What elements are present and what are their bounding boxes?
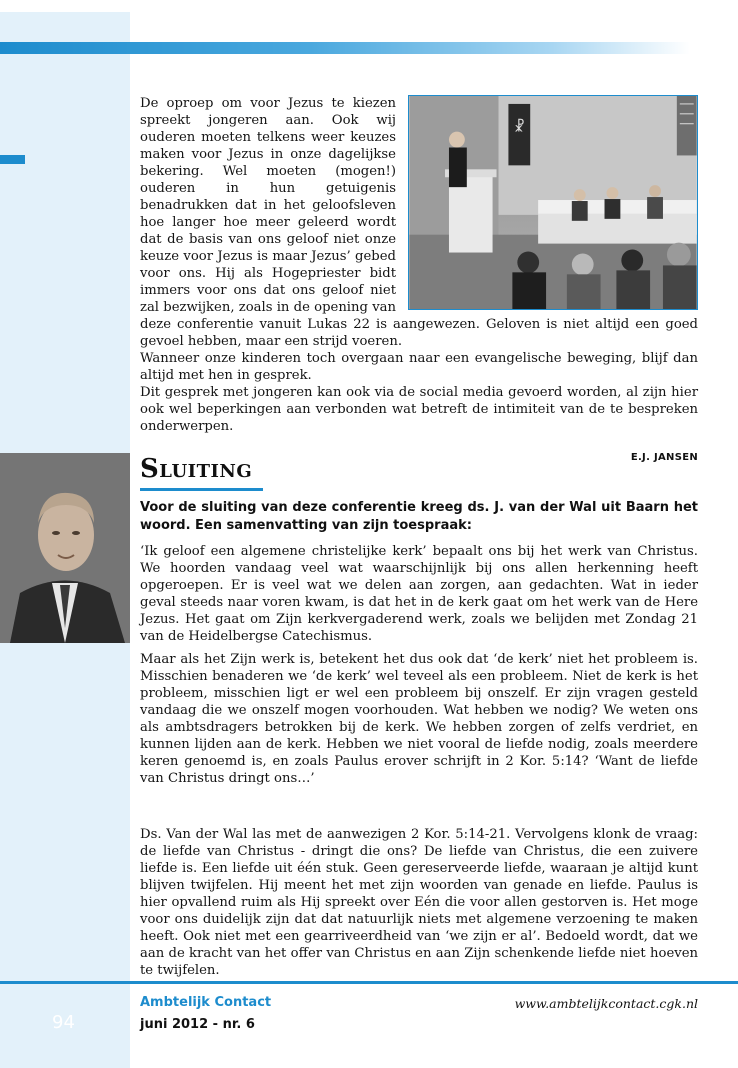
side-marker — [0, 155, 25, 164]
paragraph-final: Ds. Van der Wal las met de aanwezigen 2 Kor. 5:14-21. Vervolgens klonk de vraag: de liefde van Christus - dringt die ons? De liefde van Christus, die een zuivere liefde is. Een liefde uit één stuk. Geen gereserveerde liefde, waaraan je altijd kunt blijven twijfelen. Hij meent het met zijn woorden van genade en liefde. Paulus is hier opvallend ruim als Hij spreekt over Eén die voor allen gestorven is. Het moge voor ons duidelijk zijn dat dat natuurlijk niets met algemene verzoening te maken heeft. Ook niet met een gearriveerdheid van ‘we zijn er al’. Bedoeld wordt, dat we aan de kracht van het offer van Christus en aan Zijn schenkende liefde niet hoeven te twijfelen. — [140, 827, 698, 978]
section-lead: Voor de sluiting van deze conferentie kreeg ds. J. van der Wal uit Baarn het woord. Een samenvatting van zijn toespraak: — [140, 500, 698, 533]
footer-issue: juni 2012 - nr. 6 — [140, 1017, 255, 1032]
footer-url[interactable]: www.ambtelijkcontact.cgk.nl — [514, 996, 698, 1011]
paragraph-2: Wanneer onze kinderen toch overgaan naar een evangelische beweging, blijf dan altijd met hen in gesprek. — [140, 351, 698, 383]
intro-paragraph-text: De oproep om voor Jezus te kiezen spreekt jongeren aan. Ook wij ouderen moeten telkens weer keuzes maken voor Jezus in onze dagelijkse bekering. Wel moeten (mogen!) ouderen in hun getuigenis benadrukken dat in het geloofsleven hoe langer hoe meer geleerd wordt dat de basis van ons geloof niet onze keuze voor Jezus is maar Jezus’ gebed voor ons. Hij als Hogepriester bidt immers voor ons dat ons geloof niet zal bezwijken, zoals in de opening van deze conferentie vanuit Lukas 22 is aangewezen. Geloven is niet altijd een goed gevoel hebben, maar een strijd voeren. — [140, 96, 698, 349]
author-byline: E.J. JANSEN — [630, 452, 698, 463]
section-title: Sluiting — [140, 454, 253, 484]
conference-photo — [408, 95, 698, 310]
paragraph-more: Maar als het Zijn werk is, betekent het dus ook dat ‘de kerk’ niet het probleem is. Misschien benaderen we ‘de kerk’ wel teveel als een probleem. Niet de kerk is het probleem, misschien ligt er wel een probleem bij onszelf. Er zijn vragen gesteld vandaag die we onszelf mogen voorhouden. Wat hebben we nodig? We weten ons als ambtsdragers betrokken bij de kerk. We hebben zorgen of zelfs verdriet, en kunnen lijden aan de kerk. Hebben we niet vooral de liefde nodig, zoals meerdere keren genoemd is, en zoals Paulus erover schrijft in 2 Kor. 5:14? ‘Want de liefde van Christus dringt ons…’ — [140, 652, 698, 786]
page-number: 94 — [52, 1012, 75, 1033]
intro-paragraph — [140, 95, 698, 435]
svg-text:☧: ☧ — [513, 119, 525, 136]
header-gradient-bar — [0, 42, 690, 54]
footer-journal-name: Ambtelijk Contact — [140, 995, 272, 1010]
section-title-underline — [140, 488, 263, 491]
paragraph-3: Dit gesprek met jongeren kan ook via de social media gevoerd worden, al zijn hier ook wel beperkingen aan verbonden wat betreft de intimiteit van de te bespreken onderwerpen. — [140, 385, 698, 434]
speaker-portrait — [0, 453, 130, 643]
quote-paragraph: ‘Ik geloof een algemene christelijke kerk’ bepaalt ons bij het werk van Christus. We hoorden vandaag veel wat waarschijnlijk bij ons allen herkenning heeft opgeroepen. Er is veel wat we delen aan zorgen, aan gedachten. Wat in ieder geval steeds naar voren kwam, is dat het in de kerk gaat om het werk van de Here Jezus. Het gaat om Zijn kerkvergaderend werk, zoals we belijden met Zondag 21 van de Heidelbergse Catechismus. — [140, 544, 698, 644]
footer-rule — [0, 981, 738, 984]
